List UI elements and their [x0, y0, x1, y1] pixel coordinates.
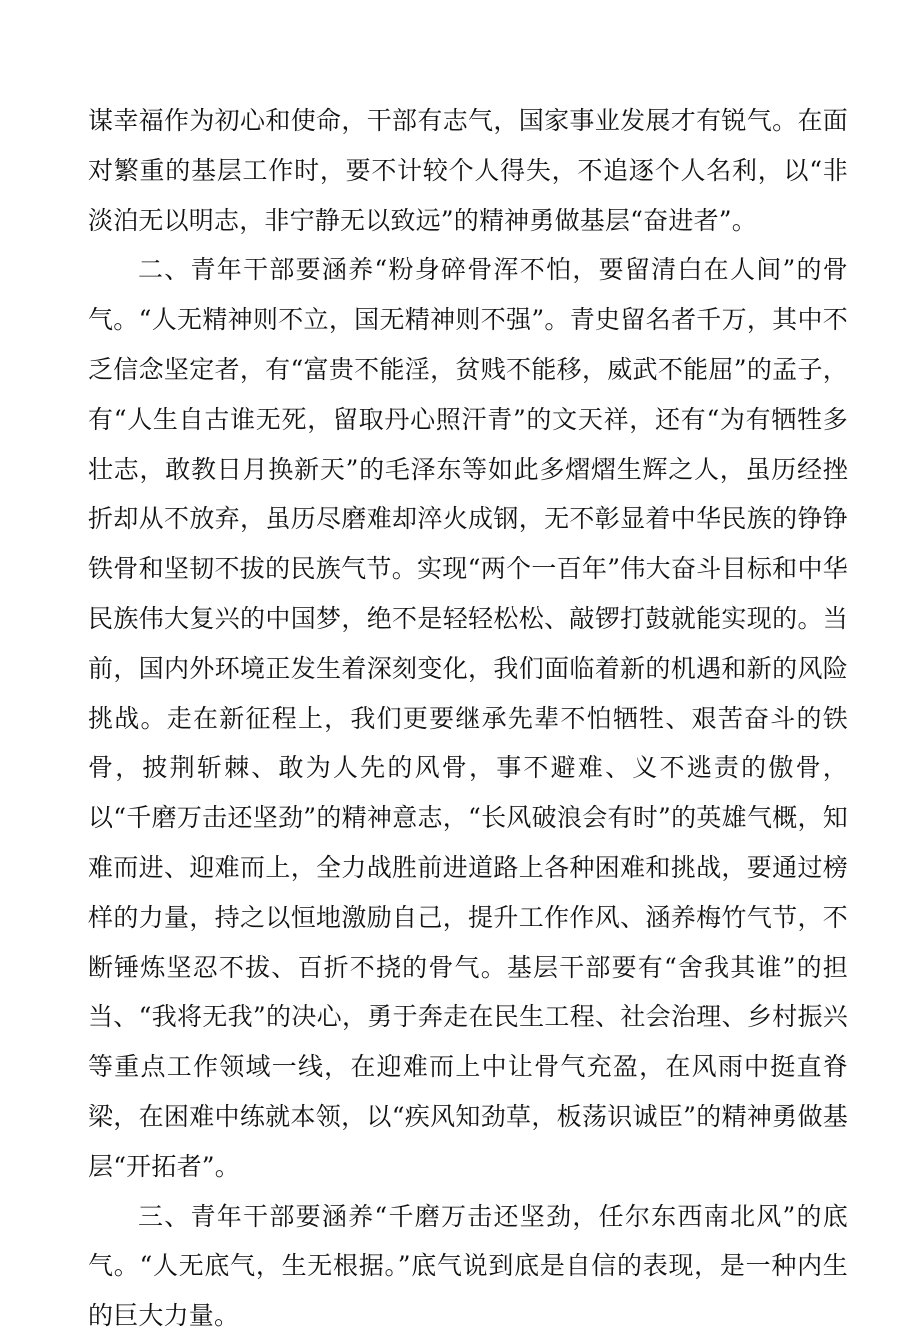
paragraph-section-three: 三、青年干部要涵养“千磨万击还坚劲，任尔东西南北风”的底气。“人无底气，生无根据。”底气说到底是自信的表现，是一种内生的巨大力量。 [88, 1201, 848, 1331]
paragraph-section-two: 二、青年干部要涵养“粉身碎骨浑不怕，要留清白在人间”的骨气。“人无精神则不立，国无精神则不强”。青史留名者千万，其中不乏信念坚定者，有“富贵不能淫，贫贱不能移，威武不能屈”的孟子，有“人生自古谁无死，留取丹心照汗青”的文天祥，还有“为有牺牲多壮志，敢教日月换新天”的毛泽东等如此多熠熠生辉之人，虽历经挫折却从不放弃，虽历尽磨难却淬火成钢，无不彰显着中华民族的铮铮铁骨和坚韧不拔的民族气节。实现“两个一百年”伟大奋斗目标和中华民族伟大复兴的中国梦，绝不是轻轻松松、敲锣打鼓就能实现的。当前，国内外环境正发生着深刻变化，我们面临着新的机遇和新的风险挑战。走在新征程上，我们更要继承先辈不怕牺牲、艰苦奋斗的铁骨，披荆斩棘、敢为人先的风骨，事不避难、义不逃责的傲骨，以“千磨万击还坚劲”的精神意志，“长风破浪会有时”的英雄气概，知难而进、迎难而上，全力战胜前进道路上各种困难和挑战，要通过榜样的力量，持之以恒地激励自己，提升工作作风、涵养梅竹气节，不断锤炼坚忍不拔、百折不挠的骨气。基层干部要有“舍我其谁”的担当、“我将无我”的决心，勇于奔走在民生工程、社会治理、乡村振兴等重点工作领域一线，在迎难而上中让骨气充盈，在风雨中挺直脊梁，在困难中练就本领，以“疾风知劲草，板荡识诚臣”的精神勇做基层“开拓者”。 [88, 255, 848, 1181]
paragraph-continuation: 谋幸福作为初心和使命，干部有志气，国家事业发展才有锐气。在面对繁重的基层工作时，要不计较个人得失，不追逐个人名利，以“非淡泊无以明志，非宁静无以致远”的精神勇做基层“奋进者”。 [88, 106, 848, 235]
document-body [88, 96, 848, 1341]
